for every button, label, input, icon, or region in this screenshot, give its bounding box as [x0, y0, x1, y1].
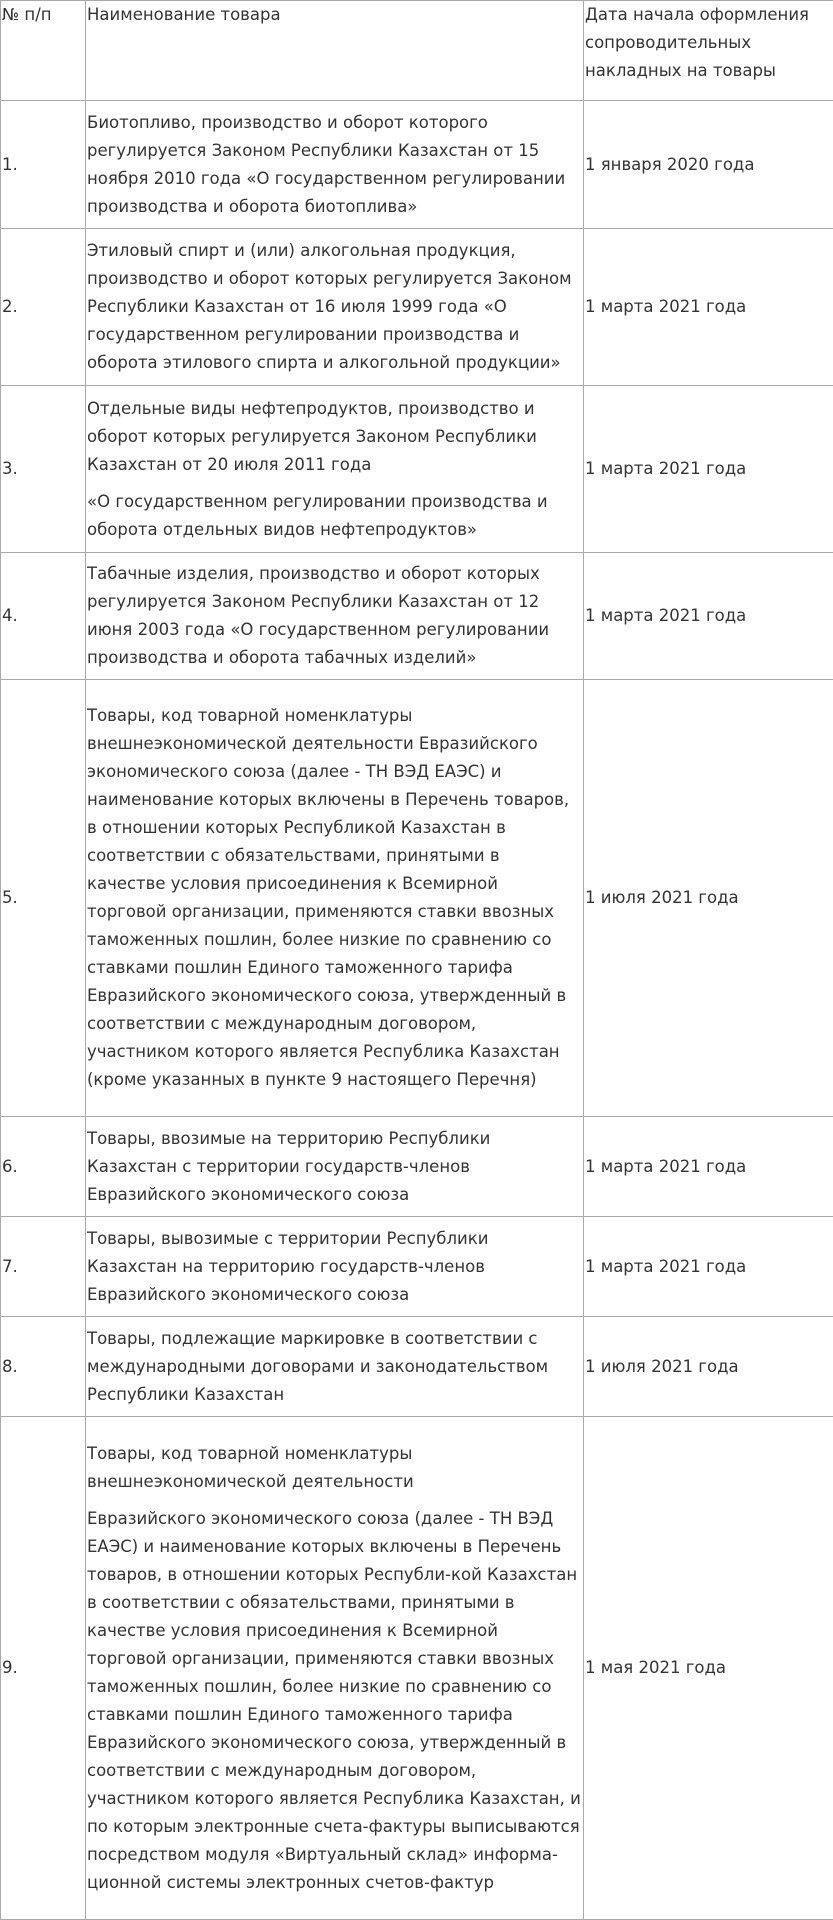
row-name-paragraph: Биотопливо, производство и оборот которого регулируется Законом Республики Казахстан от 15 ноября 2010 года «О государственном регулировании производства и оборота биотоплива»: [87, 109, 582, 221]
row-name-paragraph: Евразийского экономического союза (далее - ТН ВЭД ЕАЭС) и наименование которых включены в Перечень товаров, в отношении которых Республи-кой Казахстан в соответствии с обязательствами, принятыми в качестве условия присоединения к Всемирной торговой организации, применяются ставки ввозных таможенных пошлин, более низкие по сравнению со ставками пошлин Единого таможенного тарифа Евразийского экономического союза, утвержденный в соответствии с международным договором, участником которого является Республика Казахстан, и по которым электронные счета-фактуры выписываются посредством модуля «Виртуальный склад» информа-ционной системы электронных счетов-фактур: [87, 1505, 582, 1897]
row-num: 8.: [1, 1317, 86, 1417]
row-date: 1 марта 2021 года: [584, 1117, 833, 1217]
row-name: [86, 1317, 584, 1417]
row-name-paragraph: Товары, вывозимые с территории Республики Казахстан на территорию государств-членов Евразийского экономического союза: [87, 1225, 582, 1309]
table-row: [1, 680, 833, 1117]
table-row: [1, 1317, 833, 1417]
row-date: 1 января 2020 года: [584, 101, 833, 229]
table-row: [1, 101, 833, 229]
row-date: 1 июля 2021 года: [584, 680, 833, 1117]
table-row: [1, 386, 833, 553]
table-row: [1, 229, 833, 386]
row-date: 1 июля 2021 года: [584, 1317, 833, 1417]
row-name-paragraph: Товары, ввозимые на территорию Республики Казахстан с территории государств-членов Евразийского экономического союза: [87, 1125, 582, 1209]
row-name-paragraph: Отдельные виды нефтепродуктов, производство и оборот которых регулируется Законом Республики Казахстан от 20 июля 2011 года: [87, 395, 582, 479]
row-num: 9.: [1, 1417, 86, 1920]
row-name: [86, 1217, 584, 1317]
row-name-paragraph: Товары, код товарной номенклатуры внешнеэкономической деятельности Евразийского экономического союза (далее - ТН ВЭД ЕАЭС) и наименование которых включены в Перечень товаров, в отношении которых Республикой Казахстан в соответствии с обязательствами, принятыми в качестве условия присоединения к Всемирной торговой организации, применяются ставки ввозных таможенных пошлин, более низкие по сравнению со ставками пошлин Единого таможенного тарифа Евразийского экономического союза, утвержденный в соответствии с международным договором, участником которого является Республика Казахстан (кроме указанных в пункте 9 настоящего Перечня): [87, 702, 582, 1094]
row-num: 3.: [1, 386, 86, 553]
row-name: [86, 1417, 584, 1920]
goods-table-body: [1, 1, 833, 1920]
row-name: [86, 680, 584, 1117]
row-name: [86, 229, 584, 386]
row-name: [86, 386, 584, 553]
row-num: 7.: [1, 1217, 86, 1317]
row-num: 1.: [1, 101, 86, 229]
table-row: [1, 553, 833, 680]
row-name-paragraph: Табачные изделия, производство и оборот которых регулируется Законом Республики Казахстан от 12 июня 2003 года «О государственном регулировании производства и оборота табачных изделий»: [87, 560, 582, 672]
row-num: 6.: [1, 1117, 86, 1217]
row-name-paragraph: Товары, подлежащие маркировке в соответствии с международными договорами и законодательством Республики Казахстан: [87, 1325, 582, 1409]
table-row: [1, 1117, 833, 1217]
header-date: Дата начала оформления сопроводительных накладных на товары: [584, 1, 833, 101]
row-date: 1 марта 2021 года: [584, 386, 833, 553]
row-name: [86, 553, 584, 680]
row-num: 4.: [1, 553, 86, 680]
row-name: [86, 1117, 584, 1217]
header-num: № п/п: [1, 1, 86, 101]
table-header-row: [1, 1, 833, 101]
row-date: 1 марта 2021 года: [584, 553, 833, 680]
row-date: 1 марта 2021 года: [584, 229, 833, 386]
row-date: 1 мая 2021 года: [584, 1417, 833, 1920]
row-date: 1 марта 2021 года: [584, 1217, 833, 1317]
table-row: [1, 1217, 833, 1317]
row-num: 2.: [1, 229, 86, 386]
header-name: Наименование товара: [86, 1, 584, 101]
row-name-paragraph: «О государственном регулировании производства и оборота отдельных видов нефтепродуктов»: [87, 488, 582, 544]
row-name-paragraph: Товары, код товарной номенклатуры внешнеэкономической деятельности: [87, 1440, 582, 1496]
row-name: [86, 101, 584, 229]
table-row: [1, 1417, 833, 1920]
row-num: 5.: [1, 680, 86, 1117]
row-name-paragraph: Этиловый спирт и (или) алкогольная продукция, производство и оборот которых регулируется Законом Республики Казахстан от 16 июля 1999 года «О государственном регулировании производства и оборота этилового спирта и алкогольной продукции»: [87, 237, 582, 377]
